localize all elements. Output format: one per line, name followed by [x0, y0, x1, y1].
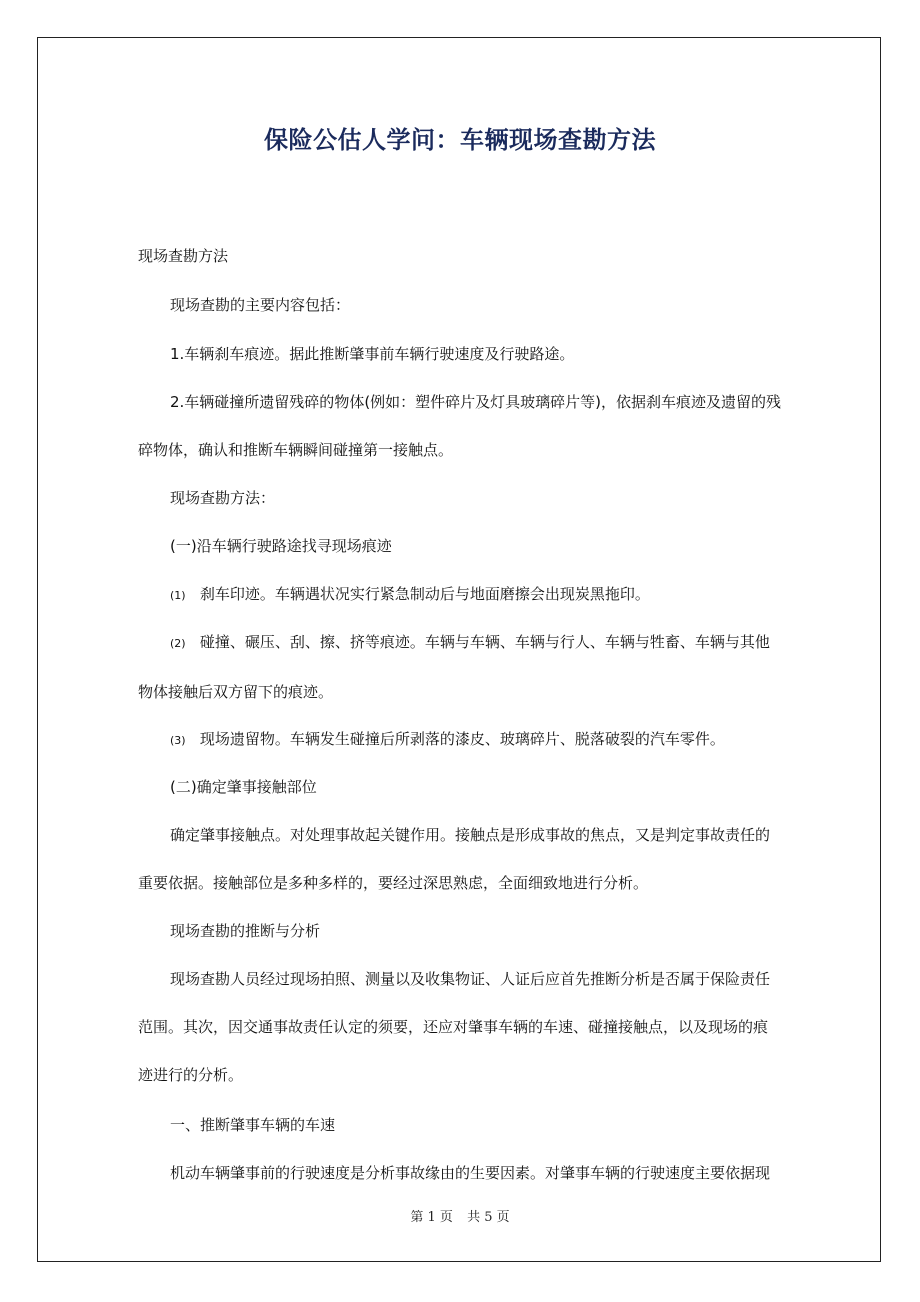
list-number: (3) — [170, 734, 186, 747]
paragraph-contact-point: 确定肇事接触点。对处理事故起关键作用。接触点是形成事故的焦点，又是判定事故责任的重要依据。接触部位是多种多样的，要经过深思熟虑，全面细致地进行分析。 — [138, 826, 771, 892]
paragraph-method-heading: 现场查勘方法： — [170, 489, 276, 507]
list-number: (1) — [170, 589, 186, 602]
paragraph-sub-item-3: (3) 现场遗留物。车辆发生碰撞后所剥落的漆皮、玻璃碎片、脱落破裂的汽车零件。 — [170, 730, 725, 748]
paragraph-analysis-body: 现场查勘人员经过现场拍照、测量以及收集物证、人证后应首先推断分析是否属于保险责任范围。其次，因交通事故责任认定的须要，还应对肇事车辆的车速、碰撞接触点，以及现场的痕迹进行的分析。 — [138, 970, 771, 1084]
current-page-label: 第 1 页 — [410, 1210, 453, 1225]
list-number: (2) — [170, 637, 186, 650]
paragraph-section-two: (二)确定肇事接触部位 — [170, 778, 317, 796]
document-title: 保险公估人学问：车辆现场查勘方法 — [264, 126, 656, 154]
paragraph-item-2: 2.车辆碰撞所遗留残碎的物体(例如：塑件碎片及灯具玻璃碎片等)，依据刹车痕迹及遗留的残碎物体，确认和推断车辆瞬间碰撞第一接触点。 — [138, 393, 782, 459]
paragraph-analysis-heading: 现场查勘的推断与分析 — [170, 922, 321, 940]
paragraph-sub-item-1: (1) 刹车印迹。车辆遇状况实行紧急制动后与地面磨擦会出现炭黑拖印。 — [170, 585, 650, 603]
total-pages-label: 共 5 页 — [467, 1210, 510, 1225]
paragraph-sub-item-2: (2) 碰撞、碾压、刮、擦、挤等痕迹。车辆与车辆、车辆与行人、车辆与牲畜、车辆与其他物体接触后双方留下的痕迹。 — [138, 633, 770, 701]
page-footer — [0, 1206, 920, 1225]
paragraph-heading-method: 现场查勘方法 — [138, 247, 229, 265]
paragraph-item-1: 1.车辆刹车痕迹。据此推断肇事前车辆行驶速度及行驶路途。 — [170, 345, 575, 363]
paragraph-section-one: (一)沿车辆行驶路途找寻现场痕迹 — [170, 537, 392, 555]
paragraph-speed-body: 机动车辆肇事前的行驶速度是分析事故缘由的生要因素。对肇事车辆的行驶速度主要依据现 — [170, 1164, 771, 1182]
paragraph-speed-heading: 一、推断肇事车辆的车速 — [170, 1116, 336, 1134]
paragraph-main-content-intro: 现场查勘的主要内容包括： — [170, 296, 351, 314]
